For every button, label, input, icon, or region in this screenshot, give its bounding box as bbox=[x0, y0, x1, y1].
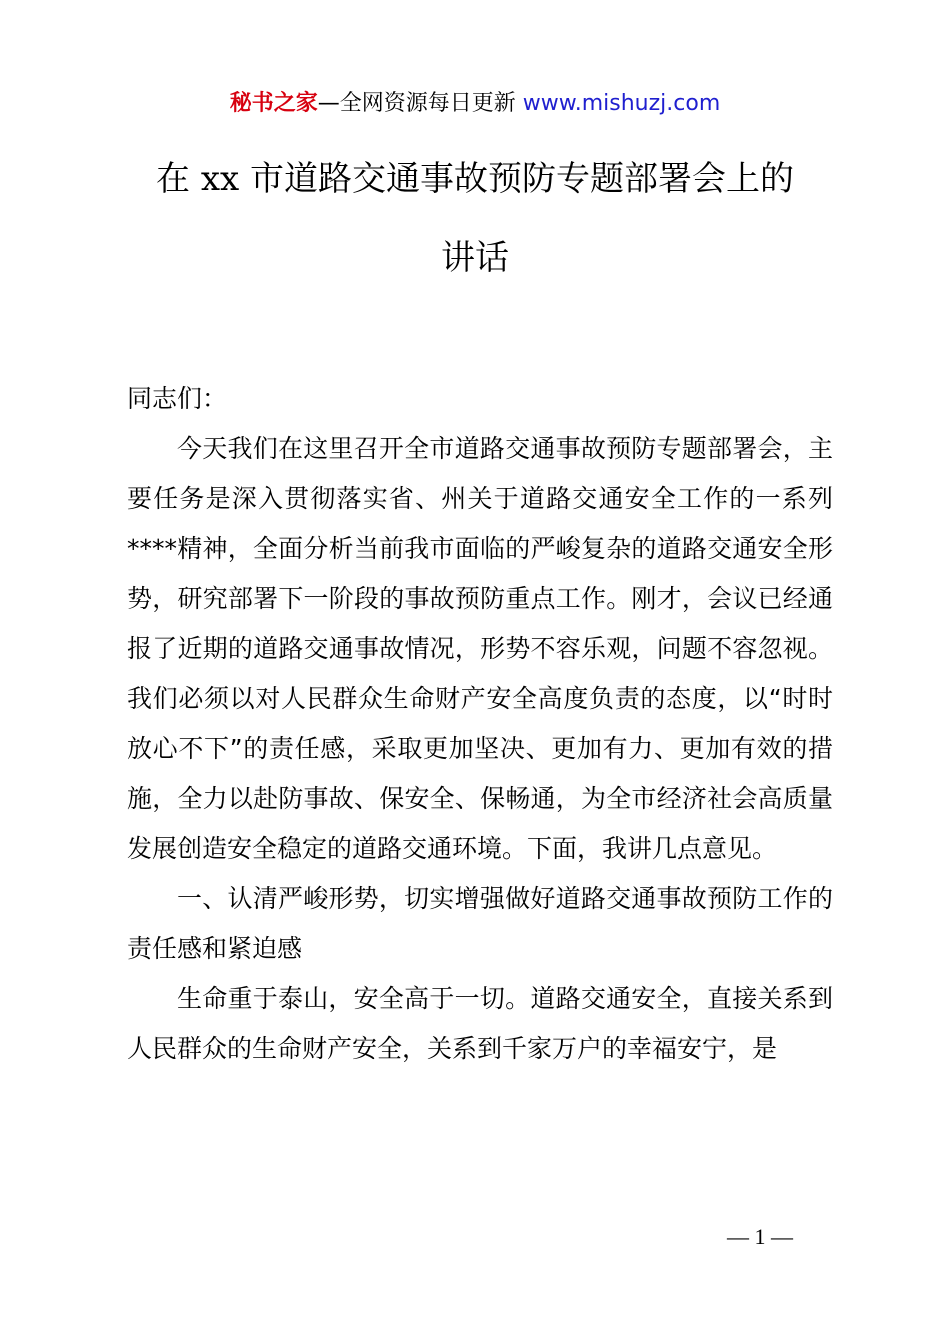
brand-name: 秘书之家 bbox=[229, 91, 318, 116]
paragraph-section-1: 生命重于泰山，安全高于一切。道路交通安全，直接关系到人民群众的生命财产安全，关系到千家万户的幸福安宁，是 bbox=[127, 984, 833, 1063]
document-title bbox=[100, 158, 850, 316]
title-line-2: 讲话 bbox=[441, 238, 509, 278]
page-number: — 1 — bbox=[727, 1224, 793, 1249]
document-body bbox=[127, 374, 833, 1074]
salutation: 同志们： bbox=[127, 384, 228, 413]
site-header bbox=[0, 88, 950, 120]
section-heading-1: 一、认清严峻形势，切实增强做好道路交通事故预防工作的责任感和紧迫感 bbox=[127, 884, 833, 963]
title-line-1: 在 xx 市道路交通事故预防专题部署会上的 bbox=[156, 159, 794, 199]
site-url-link[interactable]: www.mishuzj.com bbox=[522, 91, 721, 116]
paragraph-intro: 今天我们在这里召开全市道路交通事故预防专题部署会，主要任务是深入贯彻落实省、州关于道路交通安全工作的一系列****精神，全面分析当前我市面临的严峻复杂的道路交通安全形势，研究部署下一阶段的事故预防重点工作。刚才，会议已经通报了近期的道路交通事故情况，形势不容乐观，问题不容忽视。我们必须以对人民群众生命财产安全高度负责的态度，以“时时放心不下”的责任感，采取更加坚决、更加有力、更加有效的措施，全力以赴防事故、保安全、保畅通，为全市经济社会高质量发展创造安全稳定的道路交通环境。下面，我讲几点意见。 bbox=[127, 434, 833, 863]
header-slogan: —全网资源每日更新 bbox=[317, 91, 516, 116]
